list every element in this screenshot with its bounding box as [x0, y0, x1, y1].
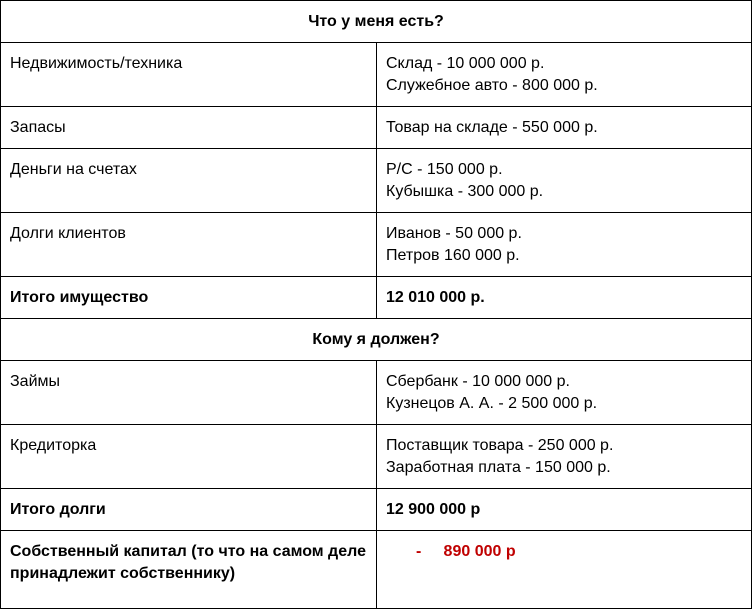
assets-header: Что у меня есть? [1, 1, 752, 43]
row-values [377, 361, 752, 425]
liabilities-total-value: 12 900 000 р [377, 489, 752, 531]
value-line: Склад - 10 000 000 р. [386, 55, 545, 72]
row-values [377, 107, 752, 149]
row-values [377, 149, 752, 213]
row-values [377, 425, 752, 489]
liabilities-total-row [1, 489, 752, 531]
value-line: Служебное авто - 800 000 р. [386, 77, 598, 94]
table-row [1, 425, 752, 489]
value-line: Сбербанк - 10 000 000 р. [386, 373, 570, 390]
row-label: Займы [1, 361, 377, 425]
row-label: Запасы [1, 107, 377, 149]
table-row [1, 43, 752, 107]
equity-row [1, 531, 752, 609]
table-row [1, 213, 752, 277]
value-line: Кузнецов А. А. - 2 500 000 р. [386, 395, 598, 412]
assets-total-value: 12 010 000 р. [377, 277, 752, 319]
row-values [377, 43, 752, 107]
equity-value: - 890 000 р [416, 543, 516, 560]
row-label: Кредиторка [1, 425, 377, 489]
value-line: Поставщик товара - 250 000 р. [386, 437, 614, 454]
row-label: Недвижимость/техника [1, 43, 377, 107]
row-values [377, 213, 752, 277]
table-row [1, 361, 752, 425]
value-line: Петров 160 000 р. [386, 247, 520, 264]
value-line: Иванов - 50 000 р. [386, 225, 522, 242]
row-label: Долги клиентов [1, 213, 377, 277]
value-line: Товар на складе - 550 000 р. [386, 119, 598, 136]
assets-total-row [1, 277, 752, 319]
value-line: Кубышка - 300 000 р. [386, 183, 544, 200]
row-label: Деньги на счетах [1, 149, 377, 213]
equity-value-cell [377, 531, 752, 609]
assets-total-label: Итого имущество [1, 277, 377, 319]
value-line: Р/С - 150 000 р. [386, 161, 503, 178]
liabilities-total-label: Итого долги [1, 489, 377, 531]
table-row [1, 149, 752, 213]
equity-label: Собственный капитал (то что на самом деле принадлежит собственнику) [1, 531, 377, 609]
value-line: Заработная плата - 150 000 р. [386, 459, 611, 476]
table-row [1, 107, 752, 149]
liabilities-header: Кому я должен? [1, 319, 752, 361]
